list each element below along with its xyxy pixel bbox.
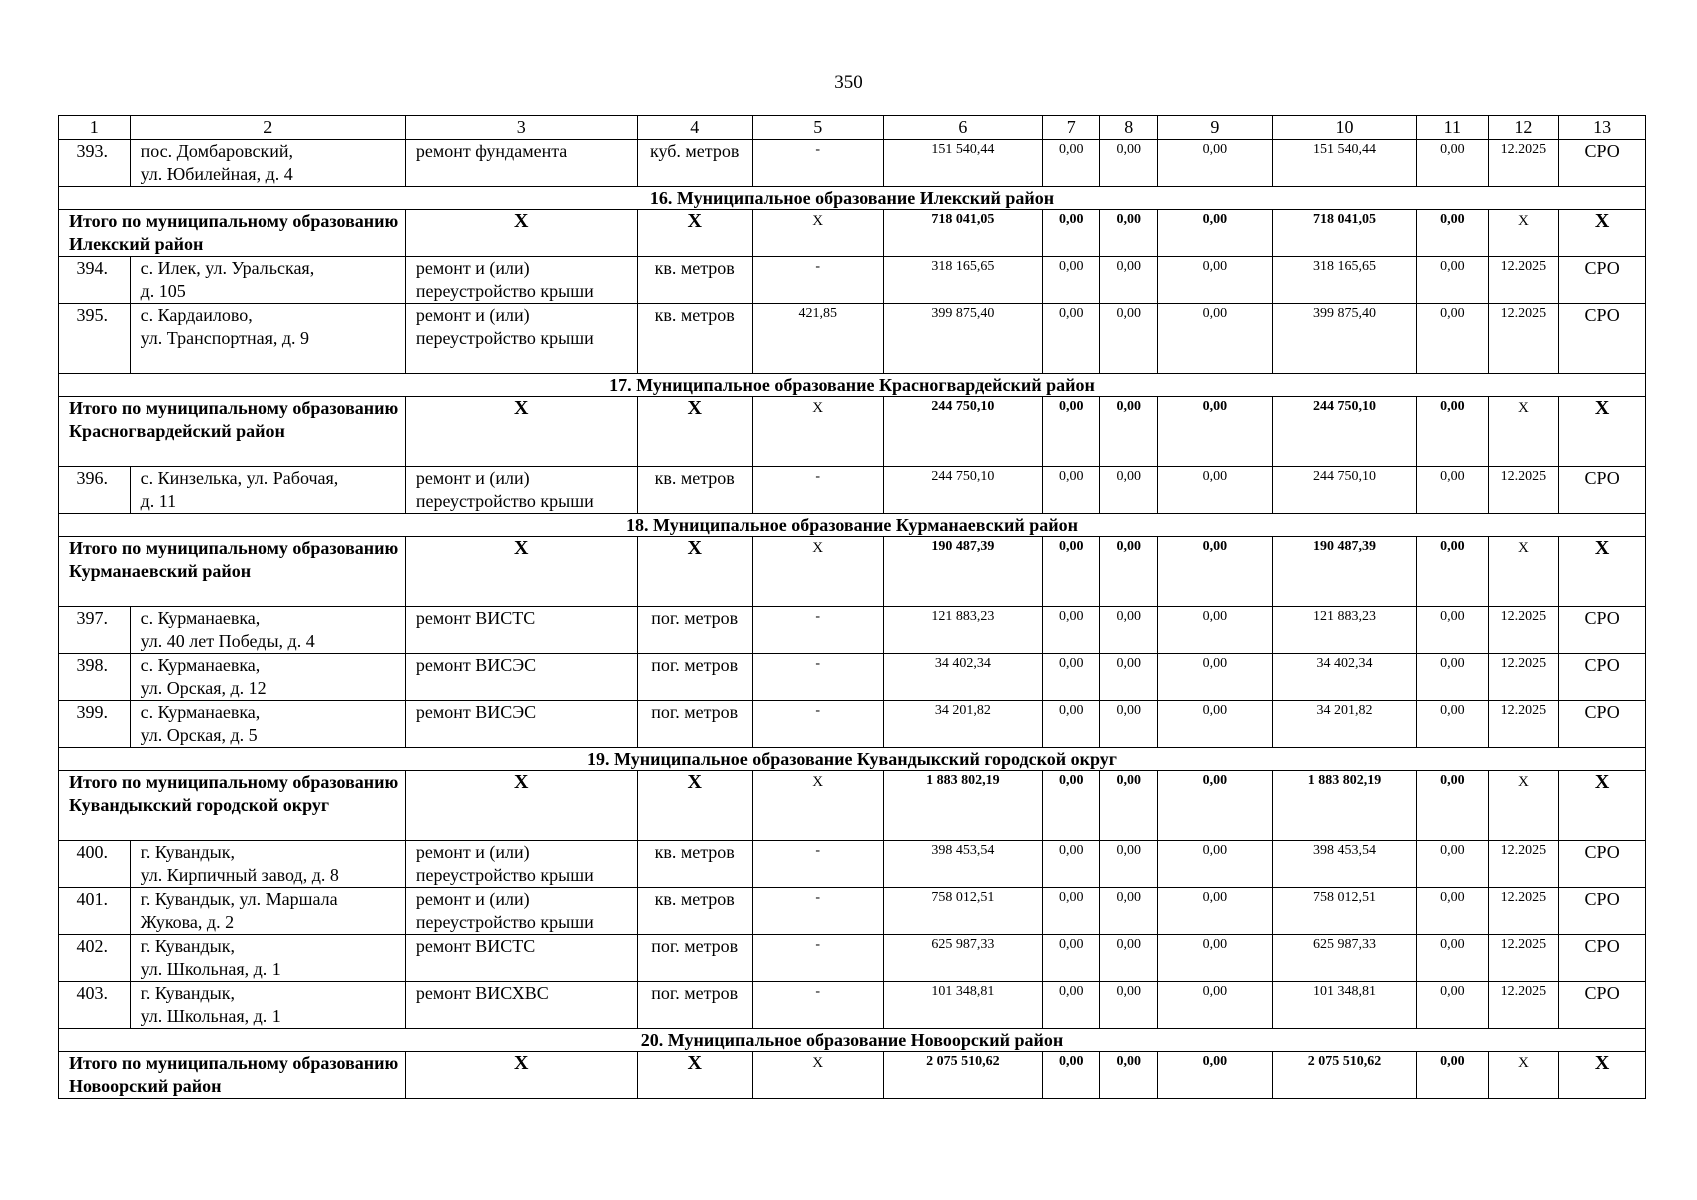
- value-cell: 0,00: [1417, 467, 1489, 514]
- column-number: 6: [883, 116, 1042, 140]
- subtotal-cell: 190 487,39: [1272, 537, 1416, 607]
- unit-cell: кв. метров: [637, 888, 752, 935]
- value-cell: 0,00: [1043, 888, 1100, 935]
- value-cell: 0,00: [1043, 607, 1100, 654]
- section-header-row: [59, 748, 1646, 771]
- section-title: 16. Муниципальное образование Илекский район: [59, 187, 1646, 210]
- column-number: 1: [59, 116, 131, 140]
- source-cell: СРО: [1559, 257, 1646, 304]
- column-number: 2: [130, 116, 405, 140]
- value-cell: 0,00: [1100, 982, 1157, 1029]
- value-cell: 0,00: [1043, 701, 1100, 748]
- row-number: 401.: [59, 888, 131, 935]
- subtotal-cell: 0,00: [1157, 1052, 1272, 1099]
- value-cell: 625 987,33: [1272, 935, 1416, 982]
- value-cell: 318 165,65: [883, 257, 1042, 304]
- value-cell: 12.2025: [1488, 654, 1559, 701]
- section-title: 20. Муниципальное образование Новоорский район: [59, 1029, 1646, 1052]
- value-cell: 151 540,44: [1272, 140, 1416, 187]
- work-type-cell: ремонт и (или) переустройство крыши: [405, 257, 637, 304]
- source-cell: СРО: [1559, 841, 1646, 888]
- subtotal-cell: Х: [405, 771, 637, 841]
- column-number: 10: [1272, 116, 1416, 140]
- value-cell: 0,00: [1417, 935, 1489, 982]
- subtotal-cell: 0,00: [1417, 1052, 1489, 1099]
- column-number: 8: [1100, 116, 1157, 140]
- subtotal-cell: Х: [405, 210, 637, 257]
- address-cell: г. Кувандык, ул. Школьная, д. 1: [130, 935, 405, 982]
- table-row: [59, 654, 1646, 701]
- value-cell: 625 987,33: [883, 935, 1042, 982]
- table-row: [59, 607, 1646, 654]
- unit-cell: кв. метров: [637, 257, 752, 304]
- row-number: 398.: [59, 654, 131, 701]
- subtotal-cell: 1 883 802,19: [1272, 771, 1416, 841]
- value-cell: 0,00: [1043, 140, 1100, 187]
- column-number: 13: [1559, 116, 1646, 140]
- value-cell: 0,00: [1157, 935, 1272, 982]
- subtotal-label: Итого по муниципальному образованию Новоорский район: [59, 1052, 406, 1099]
- work-type-cell: ремонт ВИСЭС: [405, 654, 637, 701]
- table-row: [59, 140, 1646, 187]
- table-row: [59, 701, 1646, 748]
- unit-cell: пог. метров: [637, 935, 752, 982]
- value-cell: 12.2025: [1488, 841, 1559, 888]
- value-cell: 0,00: [1417, 304, 1489, 374]
- address-cell: г. Кувандык, ул. Кирпичный завод, д. 8: [130, 841, 405, 888]
- subtotal-cell: 244 750,10: [1272, 397, 1416, 467]
- subtotal-cell: Х: [1488, 1052, 1559, 1099]
- subtotal-cell: 0,00: [1417, 537, 1489, 607]
- table-row: [59, 257, 1646, 304]
- column-number: 11: [1417, 116, 1489, 140]
- unit-cell: кв. метров: [637, 841, 752, 888]
- unit-cell: кв. метров: [637, 304, 752, 374]
- value-cell: 12.2025: [1488, 304, 1559, 374]
- subtotal-cell: 0,00: [1157, 397, 1272, 467]
- value-cell: 121 883,23: [883, 607, 1042, 654]
- subtotal-cell: Х: [405, 537, 637, 607]
- subtotal-cell: Х: [1488, 210, 1559, 257]
- subtotal-cell: Х: [1559, 1052, 1646, 1099]
- subtotal-cell: 0,00: [1043, 397, 1100, 467]
- subtotal-label: Итого по муниципальному образованию Илекский район: [59, 210, 406, 257]
- table-row: [59, 982, 1646, 1029]
- work-type-cell: ремонт и (или) переустройство крыши: [405, 467, 637, 514]
- work-type-cell: ремонт и (или) переустройство крыши: [405, 888, 637, 935]
- source-cell: СРО: [1559, 304, 1646, 374]
- value-cell: 0,00: [1157, 257, 1272, 304]
- column-number-row: [59, 116, 1646, 140]
- value-cell: 12.2025: [1488, 982, 1559, 1029]
- subtotal-row: [59, 397, 1646, 467]
- value-cell: 0,00: [1157, 140, 1272, 187]
- value-cell: -: [752, 654, 883, 701]
- subtotal-cell: Х: [752, 1052, 883, 1099]
- work-type-cell: ремонт ВИСТС: [405, 607, 637, 654]
- value-cell: -: [752, 888, 883, 935]
- value-cell: 399 875,40: [883, 304, 1042, 374]
- subtotal-cell: Х: [637, 1052, 752, 1099]
- subtotal-row: [59, 771, 1646, 841]
- column-number: 3: [405, 116, 637, 140]
- subtotal-cell: Х: [405, 1052, 637, 1099]
- unit-cell: пог. метров: [637, 701, 752, 748]
- subtotal-cell: Х: [637, 537, 752, 607]
- row-number: 396.: [59, 467, 131, 514]
- value-cell: 244 750,10: [883, 467, 1042, 514]
- subtotal-cell: 0,00: [1417, 397, 1489, 467]
- address-cell: г. Кувандык, ул. Школьная, д. 1: [130, 982, 405, 1029]
- work-type-cell: ремонт ВИСТС: [405, 935, 637, 982]
- subtotal-cell: 0,00: [1157, 537, 1272, 607]
- value-cell: 121 883,23: [1272, 607, 1416, 654]
- table-row: [59, 467, 1646, 514]
- subtotal-cell: 0,00: [1043, 771, 1100, 841]
- work-type-cell: ремонт и (или) переустройство крыши: [405, 841, 637, 888]
- work-type-cell: ремонт ВИСХВС: [405, 982, 637, 1029]
- value-cell: 0,00: [1417, 841, 1489, 888]
- unit-cell: кв. метров: [637, 467, 752, 514]
- source-cell: СРО: [1559, 982, 1646, 1029]
- value-cell: 0,00: [1100, 701, 1157, 748]
- subtotal-cell: Х: [752, 210, 883, 257]
- source-cell: СРО: [1559, 935, 1646, 982]
- work-type-cell: ремонт ВИСЭС: [405, 701, 637, 748]
- subtotal-cell: 2 075 510,62: [1272, 1052, 1416, 1099]
- section-header-row: [59, 374, 1646, 397]
- subtotal-cell: 0,00: [1100, 210, 1157, 257]
- subtotal-cell: 718 041,05: [883, 210, 1042, 257]
- row-number: 400.: [59, 841, 131, 888]
- section-title: 18. Муниципальное образование Курманаевский район: [59, 514, 1646, 537]
- value-cell: 0,00: [1417, 982, 1489, 1029]
- row-number: 397.: [59, 607, 131, 654]
- section-header-row: [59, 1029, 1646, 1052]
- subtotal-label: Итого по муниципальному образованию Красногвардейский район: [59, 397, 406, 467]
- value-cell: 151 540,44: [883, 140, 1042, 187]
- source-cell: СРО: [1559, 654, 1646, 701]
- subtotal-cell: 0,00: [1157, 210, 1272, 257]
- subtotal-cell: 1 883 802,19: [883, 771, 1042, 841]
- subtotal-cell: 0,00: [1043, 1052, 1100, 1099]
- subtotal-row: [59, 210, 1646, 257]
- value-cell: 101 348,81: [1272, 982, 1416, 1029]
- subtotal-cell: Х: [1559, 771, 1646, 841]
- value-cell: -: [752, 140, 883, 187]
- work-type-cell: ремонт и (или) переустройство крыши: [405, 304, 637, 374]
- value-cell: 0,00: [1417, 701, 1489, 748]
- value-cell: 0,00: [1043, 935, 1100, 982]
- table-body: [59, 116, 1646, 1099]
- table-row: [59, 935, 1646, 982]
- address-cell: с. Курманаевка, ул. Орская, д. 12: [130, 654, 405, 701]
- value-cell: 399 875,40: [1272, 304, 1416, 374]
- value-cell: 0,00: [1100, 888, 1157, 935]
- source-cell: СРО: [1559, 467, 1646, 514]
- value-cell: 0,00: [1417, 257, 1489, 304]
- value-cell: 0,00: [1417, 140, 1489, 187]
- column-number: 7: [1043, 116, 1100, 140]
- value-cell: 0,00: [1417, 607, 1489, 654]
- row-number: 402.: [59, 935, 131, 982]
- value-cell: 0,00: [1100, 140, 1157, 187]
- subtotal-cell: Х: [637, 397, 752, 467]
- value-cell: 0,00: [1100, 467, 1157, 514]
- row-number: 399.: [59, 701, 131, 748]
- value-cell: 0,00: [1417, 654, 1489, 701]
- value-cell: 0,00: [1100, 304, 1157, 374]
- subtotal-cell: Х: [1559, 210, 1646, 257]
- capital-repair-table: [58, 115, 1646, 1099]
- value-cell: 101 348,81: [883, 982, 1042, 1029]
- address-cell: г. Кувандык, ул. Маршала Жукова, д. 2: [130, 888, 405, 935]
- row-number: 394.: [59, 257, 131, 304]
- address-cell: с. Илек, ул. Уральская, д. 105: [130, 257, 405, 304]
- source-cell: СРО: [1559, 607, 1646, 654]
- value-cell: 34 201,82: [883, 701, 1042, 748]
- value-cell: 0,00: [1100, 257, 1157, 304]
- value-cell: -: [752, 701, 883, 748]
- value-cell: 0,00: [1157, 654, 1272, 701]
- value-cell: -: [752, 935, 883, 982]
- value-cell: 0,00: [1100, 935, 1157, 982]
- subtotal-cell: Х: [1488, 537, 1559, 607]
- value-cell: 0,00: [1043, 304, 1100, 374]
- value-cell: 12.2025: [1488, 607, 1559, 654]
- value-cell: 34 201,82: [1272, 701, 1416, 748]
- value-cell: -: [752, 257, 883, 304]
- value-cell: 0,00: [1043, 982, 1100, 1029]
- value-cell: 758 012,51: [1272, 888, 1416, 935]
- section-header-row: [59, 187, 1646, 210]
- value-cell: 0,00: [1100, 607, 1157, 654]
- value-cell: 0,00: [1157, 304, 1272, 374]
- section-header-row: [59, 514, 1646, 537]
- value-cell: 0,00: [1043, 654, 1100, 701]
- subtotal-cell: Х: [1488, 397, 1559, 467]
- subtotal-cell: Х: [752, 771, 883, 841]
- value-cell: -: [752, 607, 883, 654]
- subtotal-cell: Х: [637, 771, 752, 841]
- value-cell: 398 453,54: [883, 841, 1042, 888]
- subtotal-row: [59, 1052, 1646, 1099]
- value-cell: 398 453,54: [1272, 841, 1416, 888]
- column-number: 5: [752, 116, 883, 140]
- value-cell: 12.2025: [1488, 467, 1559, 514]
- value-cell: 34 402,34: [1272, 654, 1416, 701]
- source-cell: СРО: [1559, 701, 1646, 748]
- value-cell: 318 165,65: [1272, 257, 1416, 304]
- subtotal-cell: Х: [752, 537, 883, 607]
- subtotal-cell: 0,00: [1043, 210, 1100, 257]
- subtotal-cell: 2 075 510,62: [883, 1052, 1042, 1099]
- value-cell: -: [752, 841, 883, 888]
- value-cell: 0,00: [1157, 841, 1272, 888]
- column-number: 9: [1157, 116, 1272, 140]
- unit-cell: куб. метров: [637, 140, 752, 187]
- value-cell: 0,00: [1100, 654, 1157, 701]
- value-cell: 0,00: [1043, 841, 1100, 888]
- value-cell: 0,00: [1157, 467, 1272, 514]
- table-row: [59, 304, 1646, 374]
- table-row: [59, 841, 1646, 888]
- subtotal-cell: 0,00: [1157, 771, 1272, 841]
- subtotal-cell: 0,00: [1043, 537, 1100, 607]
- value-cell: 758 012,51: [883, 888, 1042, 935]
- subtotal-label: Итого по муниципальному образованию Курманаевский район: [59, 537, 406, 607]
- value-cell: -: [752, 467, 883, 514]
- value-cell: 12.2025: [1488, 935, 1559, 982]
- value-cell: 12.2025: [1488, 140, 1559, 187]
- unit-cell: пог. метров: [637, 607, 752, 654]
- subtotal-cell: Х: [405, 397, 637, 467]
- subtotal-cell: 0,00: [1100, 771, 1157, 841]
- subtotal-cell: 0,00: [1100, 537, 1157, 607]
- source-cell: СРО: [1559, 888, 1646, 935]
- address-cell: с. Кардаилово, ул. Транспортная, д. 9: [130, 304, 405, 374]
- subtotal-row: [59, 537, 1646, 607]
- subtotal-cell: 190 487,39: [883, 537, 1042, 607]
- row-number: 393.: [59, 140, 131, 187]
- subtotal-cell: 718 041,05: [1272, 210, 1416, 257]
- subtotal-cell: Х: [752, 397, 883, 467]
- value-cell: 0,00: [1417, 888, 1489, 935]
- column-number: 4: [637, 116, 752, 140]
- row-number: 403.: [59, 982, 131, 1029]
- value-cell: 0,00: [1157, 607, 1272, 654]
- subtotal-cell: Х: [1488, 771, 1559, 841]
- table-row: [59, 888, 1646, 935]
- address-cell: с. Курманаевка, ул. Орская, д. 5: [130, 701, 405, 748]
- subtotal-cell: Х: [1559, 537, 1646, 607]
- value-cell: 0,00: [1157, 701, 1272, 748]
- value-cell: 0,00: [1157, 982, 1272, 1029]
- value-cell: 34 402,34: [883, 654, 1042, 701]
- subtotal-cell: 0,00: [1100, 397, 1157, 467]
- unit-cell: пог. метров: [637, 982, 752, 1029]
- subtotal-cell: 0,00: [1417, 771, 1489, 841]
- subtotal-cell: 0,00: [1417, 210, 1489, 257]
- page-number: 350: [834, 72, 863, 93]
- subtotal-cell: 244 750,10: [883, 397, 1042, 467]
- value-cell: 421,85: [752, 304, 883, 374]
- section-title: 17. Муниципальное образование Красногвардейский район: [59, 374, 1646, 397]
- column-number: 12: [1488, 116, 1559, 140]
- work-type-cell: ремонт фундамента: [405, 140, 637, 187]
- source-cell: СРО: [1559, 140, 1646, 187]
- value-cell: 0,00: [1043, 257, 1100, 304]
- unit-cell: пог. метров: [637, 654, 752, 701]
- value-cell: 0,00: [1043, 467, 1100, 514]
- value-cell: 12.2025: [1488, 888, 1559, 935]
- row-number: 395.: [59, 304, 131, 374]
- subtotal-cell: Х: [1559, 397, 1646, 467]
- address-cell: с. Курманаевка, ул. 40 лет Победы, д. 4: [130, 607, 405, 654]
- value-cell: 244 750,10: [1272, 467, 1416, 514]
- subtotal-cell: 0,00: [1100, 1052, 1157, 1099]
- section-title: 19. Муниципальное образование Кувандыкский городской округ: [59, 748, 1646, 771]
- value-cell: 0,00: [1100, 841, 1157, 888]
- value-cell: -: [752, 982, 883, 1029]
- value-cell: 12.2025: [1488, 701, 1559, 748]
- value-cell: 0,00: [1157, 888, 1272, 935]
- value-cell: 12.2025: [1488, 257, 1559, 304]
- subtotal-label: Итого по муниципальному образованию Кувандыкский городской округ: [59, 771, 406, 841]
- address-cell: с. Кинзелька, ул. Рабочая, д. 11: [130, 467, 405, 514]
- address-cell: пос. Домбаровский, ул. Юбилейная, д. 4: [130, 140, 405, 187]
- subtotal-cell: Х: [637, 210, 752, 257]
